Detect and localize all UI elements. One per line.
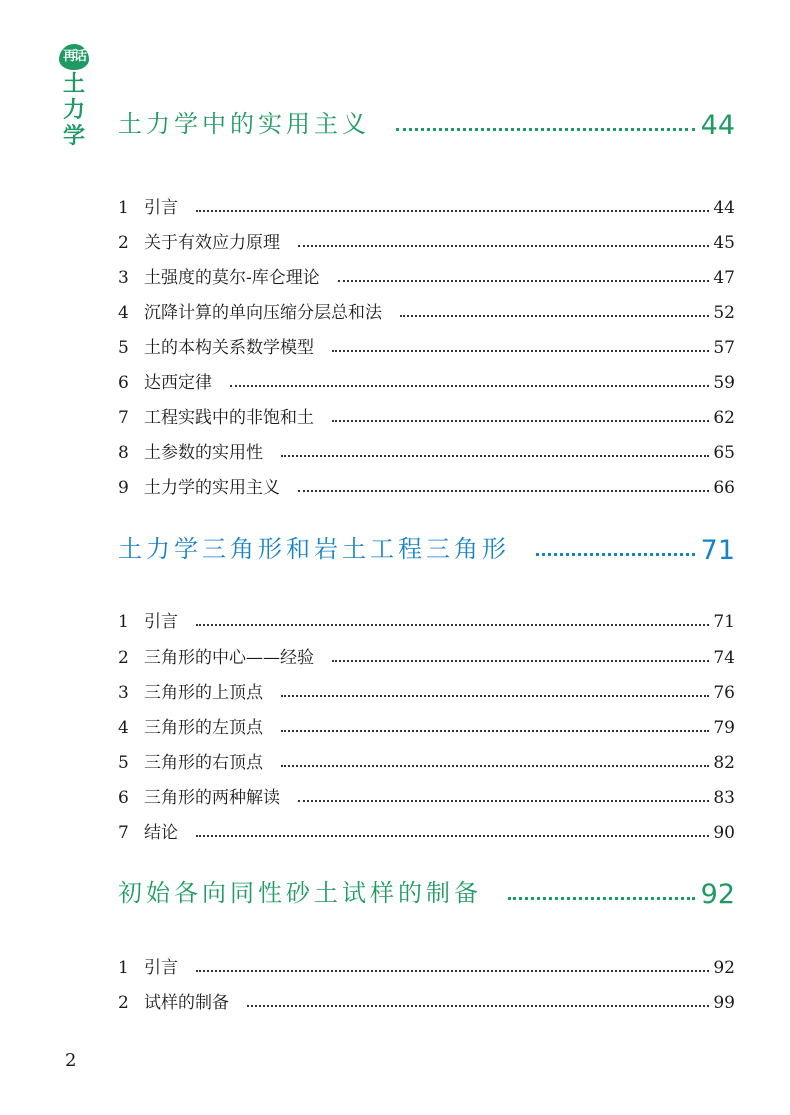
entry-title: 三角形的中心——经验 bbox=[144, 648, 314, 668]
entry-page: 74 bbox=[713, 648, 735, 668]
dot-leader bbox=[196, 210, 709, 212]
entry-page: 45 bbox=[713, 233, 735, 253]
book-title-char: 土 bbox=[62, 72, 85, 97]
toc-entry[interactable] bbox=[118, 675, 735, 705]
entry-page: 52 bbox=[713, 303, 735, 323]
entry-page: 92 bbox=[713, 958, 735, 978]
entry-title: 结论 bbox=[144, 823, 178, 843]
book-title-char: 力 bbox=[62, 98, 85, 123]
entry-number: 5 bbox=[118, 753, 129, 773]
entry-number: 1 bbox=[118, 958, 129, 978]
toc-section-heading[interactable] bbox=[118, 872, 735, 912]
toc-entry[interactable] bbox=[118, 710, 735, 740]
dot-leader bbox=[396, 128, 695, 131]
entry-number: 1 bbox=[118, 612, 129, 632]
toc-entry[interactable] bbox=[118, 365, 735, 395]
toc-entry[interactable] bbox=[118, 190, 735, 220]
entry-number: 5 bbox=[118, 338, 129, 358]
entry-page: 71 bbox=[713, 612, 735, 632]
entry-page: 76 bbox=[713, 683, 735, 703]
entry-page: 79 bbox=[713, 718, 735, 738]
section-title: 土力学中的实用主义 bbox=[118, 110, 370, 138]
entry-title: 土参数的实用性 bbox=[144, 443, 263, 463]
dot-leader bbox=[338, 280, 710, 282]
dot-leader bbox=[298, 490, 709, 492]
entry-number: 1 bbox=[118, 198, 129, 218]
entry-page: 57 bbox=[713, 338, 735, 358]
entry-title: 土力学的实用主义 bbox=[144, 478, 280, 498]
toc-entry[interactable] bbox=[118, 780, 735, 810]
dot-leader bbox=[247, 1005, 709, 1007]
entry-number: 2 bbox=[118, 993, 129, 1013]
entry-title: 三角形的左顶点 bbox=[144, 718, 263, 738]
entry-page: 44 bbox=[713, 198, 735, 218]
toc-entry[interactable] bbox=[118, 435, 735, 465]
entry-title: 三角形的上顶点 bbox=[144, 683, 263, 703]
entry-title: 引言 bbox=[144, 198, 178, 218]
entry-title: 三角形的两种解读 bbox=[144, 788, 280, 808]
dot-leader bbox=[230, 385, 709, 387]
entry-page: 62 bbox=[713, 408, 735, 428]
toc-entry[interactable] bbox=[118, 745, 735, 775]
entry-title: 引言 bbox=[144, 612, 178, 632]
book-title-char: 学 bbox=[62, 124, 85, 149]
toc-entry[interactable] bbox=[118, 225, 735, 255]
dot-leader bbox=[332, 660, 709, 662]
dot-leader bbox=[298, 800, 709, 802]
dot-leader bbox=[400, 315, 709, 317]
dot-leader bbox=[196, 835, 709, 837]
dot-leader bbox=[196, 970, 709, 972]
entry-page: 82 bbox=[713, 753, 735, 773]
dot-leader bbox=[298, 245, 709, 247]
entry-title: 沉降计算的单向压缩分层总和法 bbox=[144, 303, 382, 323]
dot-leader bbox=[281, 455, 709, 457]
toc-entry[interactable] bbox=[118, 950, 735, 980]
entry-title: 三角形的右顶点 bbox=[144, 753, 263, 773]
entry-page: 66 bbox=[713, 478, 735, 498]
dot-leader bbox=[332, 420, 709, 422]
entry-page: 59 bbox=[713, 373, 735, 393]
entry-number: 2 bbox=[118, 233, 129, 253]
dot-leader bbox=[281, 695, 709, 697]
toc-entry[interactable] bbox=[118, 985, 735, 1015]
toc-entry[interactable] bbox=[118, 815, 735, 845]
dot-leader bbox=[196, 624, 709, 626]
entry-page: 99 bbox=[713, 993, 735, 1013]
entry-number: 7 bbox=[118, 823, 129, 843]
entry-page: 83 bbox=[713, 788, 735, 808]
entry-title: 关于有效应力原理 bbox=[144, 233, 280, 253]
entry-page: 47 bbox=[713, 268, 735, 288]
dot-leader bbox=[281, 765, 709, 767]
entry-number: 2 bbox=[118, 648, 129, 668]
section-title: 初始各向同性砂土试样的制备 bbox=[118, 879, 482, 907]
section-page: 71 bbox=[700, 535, 735, 566]
entry-number: 4 bbox=[118, 303, 129, 323]
entry-number: 3 bbox=[118, 683, 129, 703]
entry-number: 6 bbox=[118, 373, 129, 393]
dot-leader bbox=[536, 553, 695, 556]
toc-entry[interactable] bbox=[118, 604, 735, 634]
entry-page: 90 bbox=[713, 823, 735, 843]
toc-entry[interactable] bbox=[118, 295, 735, 325]
toc-section-heading[interactable] bbox=[118, 528, 735, 568]
series-logo-badge: 再话 bbox=[59, 44, 89, 70]
section-page: 92 bbox=[700, 879, 735, 910]
toc-entry[interactable] bbox=[118, 330, 735, 360]
entry-number: 6 bbox=[118, 788, 129, 808]
entry-title: 工程实践中的非饱和土 bbox=[144, 408, 314, 428]
toc-entry[interactable] bbox=[118, 470, 735, 500]
dot-leader bbox=[332, 350, 709, 352]
entry-title: 试样的制备 bbox=[144, 993, 229, 1013]
entry-number: 4 bbox=[118, 718, 129, 738]
entry-number: 7 bbox=[118, 408, 129, 428]
entry-number: 3 bbox=[118, 268, 129, 288]
entry-title: 土的本构关系数学模型 bbox=[144, 338, 314, 358]
entry-title: 达西定律 bbox=[144, 373, 212, 393]
page-number: 2 bbox=[65, 1050, 77, 1071]
dot-leader bbox=[508, 897, 695, 900]
section-page: 44 bbox=[700, 110, 735, 141]
toc-section-heading[interactable] bbox=[118, 103, 735, 143]
toc-entry[interactable] bbox=[118, 640, 735, 670]
entry-title: 土强度的莫尔-库仑理论 bbox=[144, 268, 320, 288]
entry-number: 8 bbox=[118, 443, 129, 463]
toc-entry[interactable] bbox=[118, 400, 735, 430]
entry-title: 引言 bbox=[144, 958, 178, 978]
dot-leader bbox=[281, 730, 709, 732]
book-title-vertical bbox=[62, 72, 86, 150]
entry-page: 65 bbox=[713, 443, 735, 463]
section-title: 土力学三角形和岩土工程三角形 bbox=[118, 535, 510, 563]
entry-number: 9 bbox=[118, 478, 129, 498]
toc-entry[interactable] bbox=[118, 260, 735, 290]
